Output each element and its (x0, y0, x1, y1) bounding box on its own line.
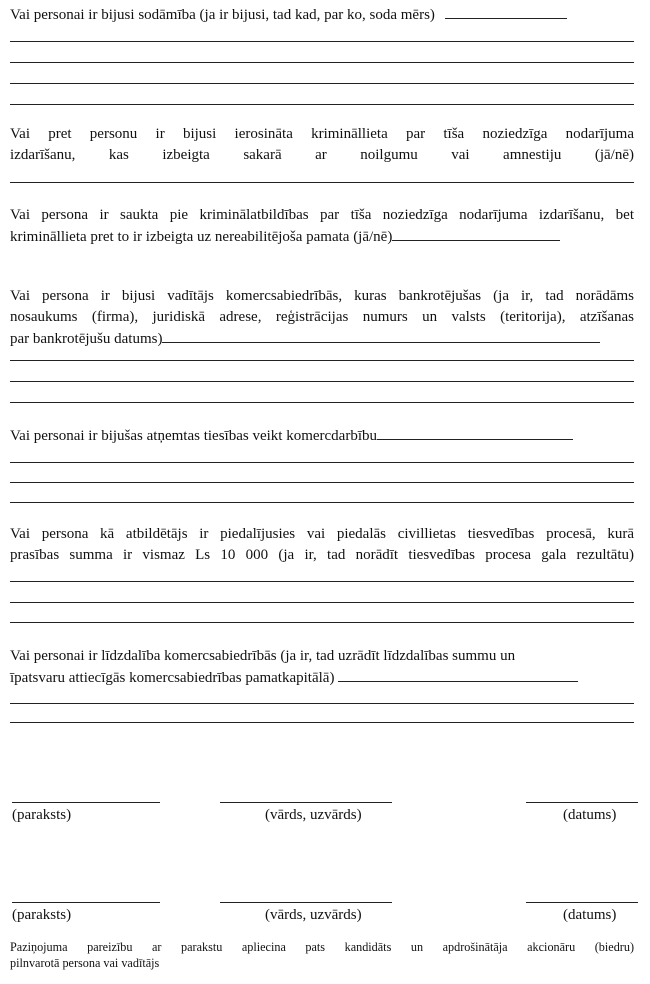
question-company-shares (10, 646, 634, 689)
question-terminated-case (10, 124, 634, 166)
answer-line[interactable] (10, 83, 634, 84)
date-line[interactable] (526, 902, 638, 903)
answer-line[interactable] (10, 62, 634, 63)
question-text-line: prasības summa ir vismaz Ls 10 000 (ja ir, tad norādīt tiesvedības procesa gala rezultātu) (10, 547, 634, 563)
question-text-line: nosaukums (firma), juridiskā adrese, reģistrācijas numurs un valsts (teritorija), atzīšanas (10, 309, 634, 325)
answer-line-inline[interactable] (377, 425, 573, 440)
answer-line[interactable] (10, 360, 634, 361)
answer-line[interactable] (10, 602, 634, 603)
answer-line-inline[interactable] (392, 226, 560, 241)
confirmation-note (10, 939, 634, 971)
answer-line[interactable] (10, 722, 634, 723)
answer-line[interactable] (10, 402, 634, 403)
question-text-line: krimināllieta pret to ir izbeigta uz nereabilitējoša pamata (jā/nē) (10, 229, 393, 245)
date-line[interactable] (526, 802, 638, 803)
note-line: Paziņojuma pareizību ar parakstu apliecina pats kandidāts un apdrošinātāja akcionāru (biedru) (10, 940, 634, 954)
signature-line[interactable] (12, 802, 160, 803)
name-line[interactable] (220, 902, 392, 903)
question-text: Vai personai ir bijušas atņemtas tiesības veikt komercdarbību (10, 428, 377, 444)
question-text-line: Vai persona ir saukta pie kriminālatbildības par tīša noziedzīga nodarījuma izdarīšanu, bet (10, 207, 634, 223)
answer-line-inline[interactable] (162, 328, 600, 343)
answer-line[interactable] (10, 182, 634, 183)
answer-line[interactable] (10, 462, 634, 463)
name-label: (vārds, uzvārds) (265, 807, 362, 823)
question-civil-case (10, 524, 634, 566)
answer-line[interactable] (10, 502, 634, 503)
answer-line[interactable] (10, 581, 634, 582)
name-label: (vārds, uzvārds) (265, 907, 362, 923)
answer-line[interactable] (10, 41, 634, 42)
name-line[interactable] (220, 802, 392, 803)
question-text-line: par bankrotējušu datums) (10, 331, 163, 347)
answer-line[interactable] (10, 703, 634, 704)
signature-line[interactable] (12, 902, 160, 903)
question-text-line: īpatsvaru attiecīgās komercsabiedrības pamatkapitālā) (10, 670, 335, 686)
question-text-line: Vai pret personu ir bijusi ierosināta krimināllieta par tīša noziedzīga nodarījuma (10, 126, 634, 142)
date-label: (datums) (563, 807, 617, 823)
signature-label: (paraksts) (12, 907, 72, 923)
answer-line[interactable] (10, 104, 634, 105)
question-criminal-record (10, 4, 634, 26)
answer-line[interactable] (10, 381, 634, 382)
question-text-line: Vai personai ir līdzdalība komercsabiedrībās (ja ir, tad uzrādīt līdzdalības summu un (10, 648, 516, 664)
question-criminal-liability (10, 205, 634, 248)
question-text-line: Vai persona ir bijusi vadītājs komercsabiedrībās, kuras bankrotējušas (ja ir, tad norādāms (10, 288, 634, 304)
date-label: (datums) (563, 907, 617, 923)
question-bankrupt-companies (10, 286, 634, 350)
answer-line-inline[interactable] (338, 667, 578, 682)
answer-line-inline[interactable] (445, 4, 567, 19)
question-text-line: Vai persona kā atbildētājs ir piedalījusies vai piedalās civillietas tiesvedības procesā, kurā (10, 526, 634, 542)
answer-line[interactable] (10, 482, 634, 483)
question-text: Vai personai ir bijusi sodāmība (ja ir bijusi, tad kad, par ko, soda mērs) (10, 7, 435, 23)
signature-label: (paraksts) (12, 807, 72, 823)
answer-line[interactable] (10, 622, 634, 623)
note-line: pilnvarotā persona vai vadītājs (10, 956, 160, 970)
question-business-ban (10, 425, 634, 447)
question-text-line: izdarīšanu, kas izbeigta sakarā ar noilgumu vai amnestiju (jā/nē) (10, 147, 634, 163)
